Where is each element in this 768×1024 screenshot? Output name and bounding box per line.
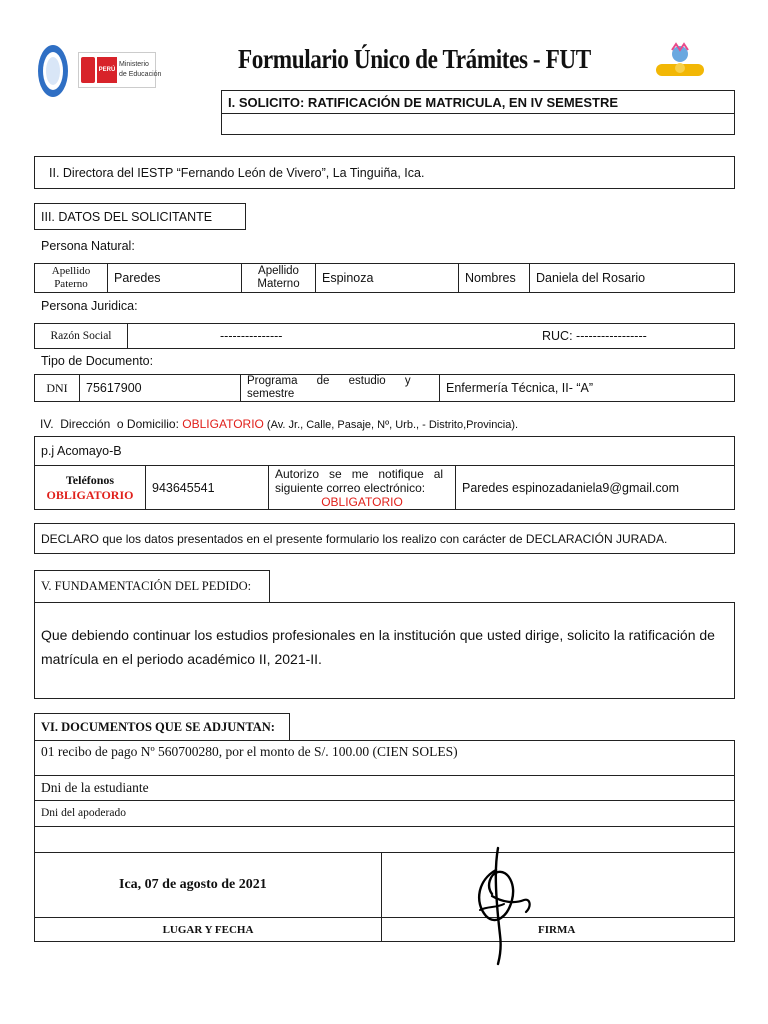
handwritten-signature bbox=[468, 840, 540, 970]
nombres-value[interactable]: Daniela del Rosario bbox=[529, 263, 735, 293]
email-value[interactable]: Paredes espinozadaniela9@gmail.com bbox=[455, 465, 735, 510]
firma-label: FIRMA bbox=[381, 917, 735, 942]
documento-row-2[interactable] bbox=[34, 775, 735, 801]
lugar-fecha-value: Ica, 07 de agosto de 2021 bbox=[119, 877, 267, 892]
documento-1: 01 recibo de pago Nº 560700280, por el monto de S/. 100.00 (CIEN SOLES) bbox=[41, 744, 458, 759]
ruc-label: RUC: ----------------- bbox=[542, 329, 647, 343]
direccion-label bbox=[40, 417, 518, 431]
solicito-extra-field[interactable] bbox=[221, 113, 735, 135]
documento-3: Dni del apoderado bbox=[41, 807, 126, 819]
dni-value[interactable]: 75617900 bbox=[79, 374, 241, 402]
fundamentacion-line1: Que debiendo continuar los estudios profesionales en la institución que usted dirige, solicito la ratificación de bbox=[41, 627, 715, 643]
peru-shield-icon bbox=[81, 57, 95, 83]
apellido-paterno-label bbox=[34, 263, 108, 293]
telefonos-required: OBLIGATORIO bbox=[46, 487, 134, 502]
programa-value[interactable]: Enfermería Técnica, II- “A” bbox=[439, 374, 735, 402]
apellido-materno-label-line1: Apellido bbox=[258, 265, 299, 277]
directora-field: II. Directora del IESTP “Fernando León de Vivero”, La Tinguiña, Ica. bbox=[34, 156, 735, 189]
apellido-materno-value[interactable]: Espinoza bbox=[315, 263, 459, 293]
ministry-line-1: Ministerio bbox=[119, 61, 149, 68]
institution-seal-logo bbox=[36, 42, 70, 100]
razon-social-label: Razón Social bbox=[34, 323, 128, 349]
direccion-label-prefix: IV. Dirección o Domicilio: bbox=[40, 417, 183, 431]
telefonos-label-text: Teléfonos bbox=[65, 472, 115, 487]
solicito-label: I. SOLICITO: RATIFICACIÓN DE MATRICULA, EN IV SEMESTRE bbox=[221, 90, 735, 114]
fundamentacion-line2: matrícula en el periodo académico II, 2021-II. bbox=[41, 651, 322, 667]
iestp-logo bbox=[650, 42, 710, 82]
razon-social-value: --------------- bbox=[220, 329, 283, 343]
tipo-documento-label: Tipo de Documento: bbox=[41, 354, 154, 368]
apellido-materno-label bbox=[241, 263, 316, 293]
autorizo-line2: siguiente correo electrónico: bbox=[275, 480, 426, 495]
nombres-label: Nombres bbox=[458, 263, 530, 293]
fundamentacion-label: V. FUNDAMENTACIÓN DEL PEDIDO: bbox=[34, 570, 270, 603]
documento-row-1[interactable] bbox=[34, 740, 735, 776]
documentos-label: VI. DOCUMENTOS QUE SE ADJUNTAN: bbox=[34, 713, 290, 741]
peru-ministry-logo bbox=[78, 52, 162, 88]
peru-label: PERÚ bbox=[97, 57, 117, 83]
declaracion-text: DECLARO que los datos presentados en el presente formulario los realizo con carácter de DECLARACIÓN JURADA. bbox=[34, 523, 735, 554]
telefono-value[interactable]: 943645541 bbox=[145, 465, 269, 510]
dni-label: DNI bbox=[34, 374, 80, 402]
persona-natural-label: Persona Natural: bbox=[41, 239, 135, 253]
lugar-fecha-box[interactable] bbox=[34, 852, 382, 918]
telefonos-label bbox=[34, 465, 146, 510]
autorizo-required: OBLIGATORIO bbox=[321, 494, 403, 509]
apellido-paterno-label-line2: Paterno bbox=[54, 278, 88, 290]
direccion-value[interactable]: p.j Acomayo-B bbox=[34, 436, 735, 466]
programa-label-line2: semestre bbox=[247, 388, 295, 400]
direccion-label-suffix: (Av. Jr., Calle, Pasaje, Nº, Urb., - Distrito,Provincia). bbox=[263, 419, 519, 431]
datos-solicitante-label: III. DATOS DEL SOLICITANTE bbox=[34, 203, 246, 230]
lugar-fecha-label: LUGAR Y FECHA bbox=[34, 917, 382, 942]
autorizo-line1: Autorizo se me notifique al bbox=[275, 466, 444, 481]
documento-row-3[interactable] bbox=[34, 800, 735, 827]
autorizo-label bbox=[268, 465, 456, 510]
fundamentacion-text-field[interactable] bbox=[34, 602, 735, 699]
page-title: Formulario Único de Trámites - FUT bbox=[238, 44, 591, 74]
razon-social-ruc-field[interactable] bbox=[127, 323, 735, 349]
documento-2: Dni de la estudiante bbox=[41, 780, 149, 795]
apellido-materno-label-line2: Materno bbox=[257, 278, 300, 290]
apellido-paterno-value[interactable]: Paredes bbox=[107, 263, 242, 293]
documento-row-4[interactable] bbox=[34, 826, 735, 853]
apellido-paterno-label-line1: Apellido bbox=[51, 265, 91, 277]
direccion-required: OBLIGATORIO bbox=[182, 417, 264, 431]
persona-juridica-label: Persona Juridica: bbox=[41, 299, 138, 313]
ministry-line-2: de Educación bbox=[119, 71, 162, 78]
firma-box[interactable] bbox=[381, 852, 735, 918]
programa-label-line1: Programa de estudio y bbox=[247, 375, 411, 387]
programa-label bbox=[240, 374, 440, 402]
